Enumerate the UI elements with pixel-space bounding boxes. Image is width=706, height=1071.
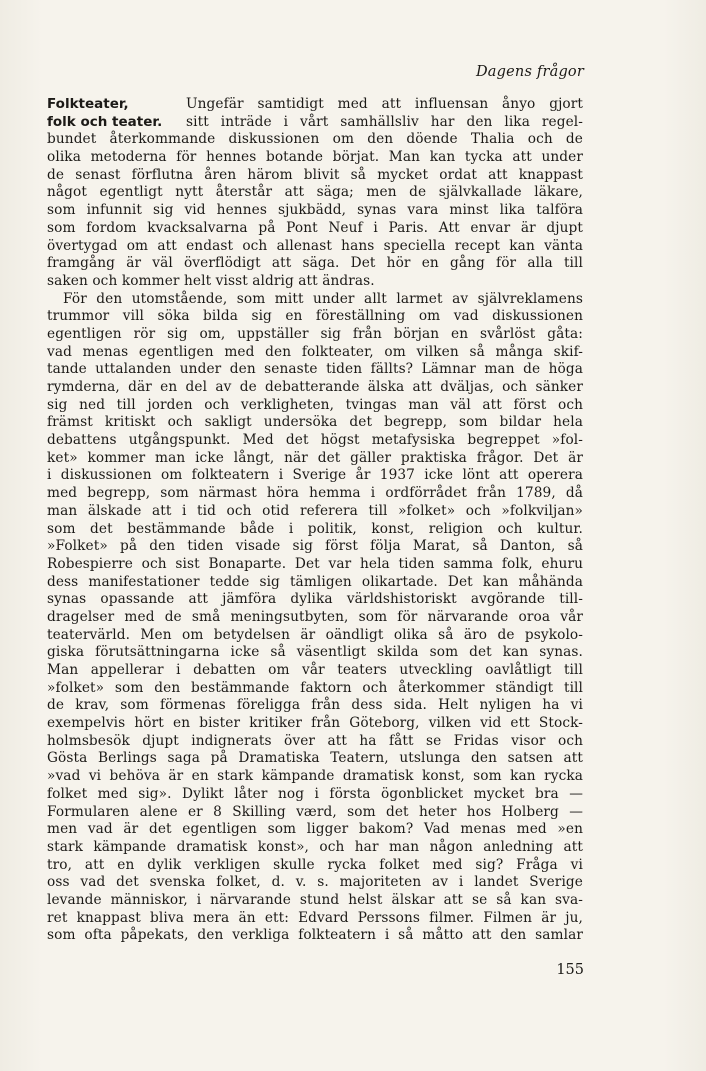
text-line: framgång är väl överflödigt att säga. Det hör en gång för alla till xyxy=(47,255,583,272)
text-line: dess manifestationer tedde sig tämligen olikartade. Det kan måhända xyxy=(47,573,583,590)
text-line: som infunnit sig vid hennes sjukbädd, synas vara minst lika talföra xyxy=(47,202,583,219)
text-line: bundet återkommande diskussionen om den döende Thalia och de xyxy=(47,131,583,148)
text-line: »folket» som den bestämmande faktorn och återkommer ständigt till xyxy=(47,679,583,696)
text-line: ret knappast bliva mera än ett: Edvard Perssons filmer. Filmen är ju, xyxy=(47,909,583,926)
text-line: holmsbesök djupt indignerats över att ha fått se Fridas visor och xyxy=(47,732,583,749)
text-line: med begrepp, som närmast höra hemma i ordförrådet från 1789, då xyxy=(47,485,583,502)
text-line: debattens utgångspunkt. Med det högst metafysiska begreppet »fol- xyxy=(47,432,583,449)
text-line: tro, att en dylik verkligen skulle rycka folket med sig? Fråga vi xyxy=(47,856,583,873)
text-line: som ofta påpekats, den verkliga folkteatern i så måtto att den samlar xyxy=(47,927,583,944)
text-line: sig ned till jorden och verkligheten, tvingas man väl att först och xyxy=(47,396,583,413)
text-line: saken och kommer helt visst aldrig att ändras. xyxy=(47,272,375,289)
text-line: oss vad det svenska folket, d. v. s. majoriteten av i landet Sverige xyxy=(47,874,583,891)
text-line: Robespierre och sist Bonaparte. Det var hela tiden samma folk, ehuru xyxy=(47,555,583,572)
page-number: 155 xyxy=(556,962,584,978)
text-line: Formularen alene er 8 Skilling værd, som det heter hos Holberg — xyxy=(47,803,583,820)
text-line: För den utomstående, som mitt under allt larmet av självreklamens xyxy=(63,290,583,307)
text-line: olika metoderna för hennes botande börjat. Man kan tycka att under xyxy=(47,149,583,166)
text-line: teatervärld. Men om betydelsen är oändligt olika så äro de psykolo- xyxy=(47,626,583,643)
body-text xyxy=(47,96,583,945)
text-line: i diskussionen om folkteatern i Sverige år 1937 icke lönt att operera xyxy=(47,467,583,484)
text-line: de krav, som förmenas föreligga från dess sida. Helt nyligen ha vi xyxy=(47,697,583,714)
text-line: men vad är det egentligen som ligger bakom? Vad menas med »en xyxy=(47,821,583,838)
side-heading-line: Folkteater, xyxy=(47,96,129,112)
text-line: exempelvis hört en bister kritiker från Göteborg, vilken vid ett Stock- xyxy=(47,715,583,732)
text-line: vad menas egentligen med den folkteater, om vilken så många skif- xyxy=(47,343,583,360)
text-line: »Folket» på den tiden visade sig först följa Marat, så Danton, så xyxy=(47,538,583,555)
text-line: Ungefär samtidigt med att influensan ånyo gjort xyxy=(186,96,583,112)
text-line: tande uttalanden under den senaste tiden fällts? Lämnar man de höga xyxy=(47,361,583,378)
text-line: främst kritiskt och sakligt undersöka det begrepp, som bildar hela xyxy=(47,414,583,431)
text-line: egentligen rör sig om, uppställer sig från början en svårlöst gåta: xyxy=(47,325,583,342)
text-line: folket med sig». Dylikt låter nog i första ögonblicket mycket bra — xyxy=(47,785,583,802)
text-line: levande människor, i närvarande stund helst älskar att se så kan sva- xyxy=(47,891,583,908)
text-line: Man appellerar i debatten om vår teaters utveckling oavlåtligt till xyxy=(47,662,583,678)
text-line: »vad vi behöva är en stark kämpande dramatisk konst, som kan rycka xyxy=(47,768,583,785)
text-line: ket» kommer man icke långt, när det gäller praktiska frågor. Det är xyxy=(47,449,583,466)
text-line: stark kämpande dramatisk konst», och har man någon anledning att xyxy=(47,838,583,855)
text-line: sitt inträde i vårt samhällsliv har den lika regel- xyxy=(186,113,583,130)
text-line: trummor vill söka bilda sig en föreställning om vad diskussionen xyxy=(47,308,583,325)
text-line: Gösta Berlings saga på Dramatiska Teatern, utslunga den satsen att xyxy=(47,750,583,767)
text-line: de senast förflutna åren härom blivit så mycket ordat att knappast xyxy=(47,166,583,183)
side-heading-line: folk och teater. xyxy=(47,113,163,130)
text-line: något egentligt nytt återstår att säga; men de självkallade läkare, xyxy=(47,184,583,201)
text-line: övertygad om att endast och allenast hans speciella recept kan vänta xyxy=(47,237,583,254)
text-line: rymderna, där en del av de debatterande älska att dväljas, och sänker xyxy=(47,379,583,395)
text-line: som det bestämmande både i politik, konst, religion och kultur. xyxy=(47,520,583,537)
text-line: man älskade att i tid och otid referera till »folket» och »folkviljan» xyxy=(47,502,583,519)
text-line: giska förutsättningarna icke så väsentligt skilda som det kan synas. xyxy=(47,644,583,661)
running-head: Dagens frågor xyxy=(475,64,584,80)
text-line: dragelser med de små meningsutbyten, som för närvarande oroa vår xyxy=(47,608,583,625)
text-line: som fordom kvacksalvarna på Pont Neuf i Paris. Att envar är djupt xyxy=(47,219,583,236)
text-line: synas opassande att jämföra dylika världshistoriskt avgörande till- xyxy=(47,591,583,608)
